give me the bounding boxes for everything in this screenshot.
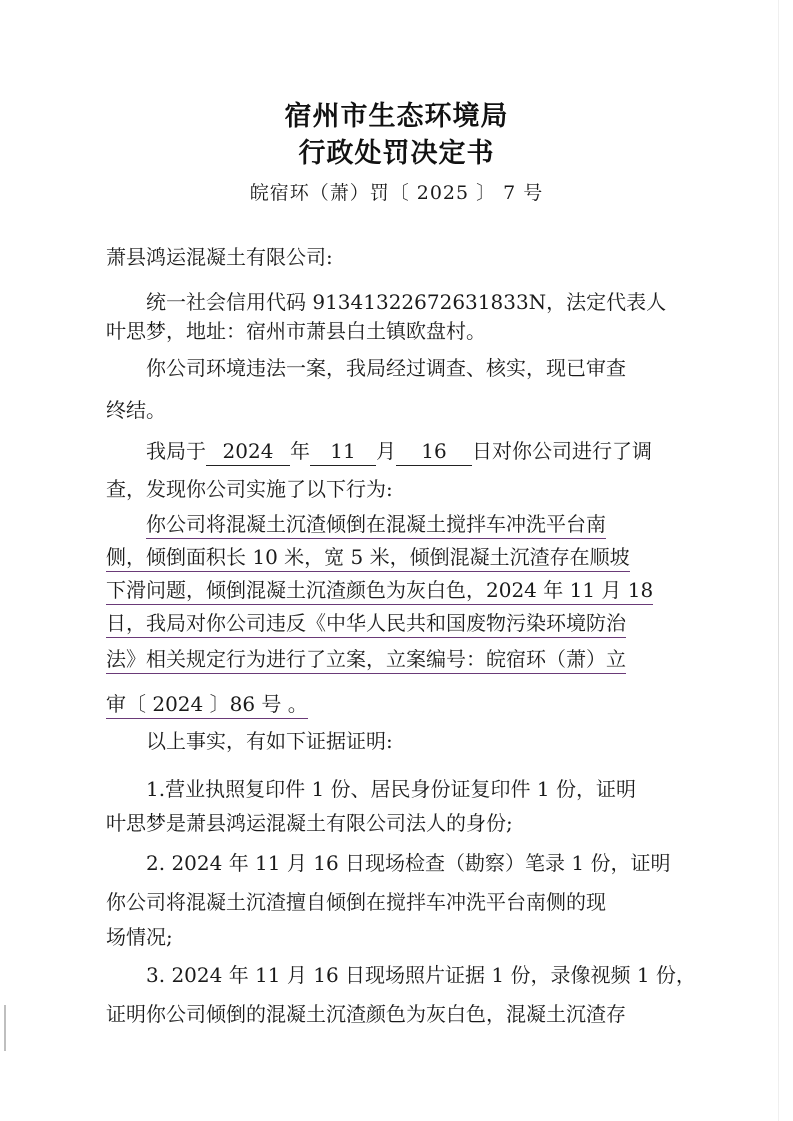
month-unit: 月: [376, 439, 396, 463]
evidence-item-line: 证明你公司倾倒的混凝土沉渣颜色为灰白色，混凝土沉渣存: [106, 1002, 626, 1026]
investigation-year: 2024: [206, 437, 290, 466]
investigation-prefix: 我局于: [146, 439, 206, 463]
case-summary-line: 终结。: [106, 398, 166, 422]
evidence-intro: 以上事实，有如下证据证明:: [146, 729, 393, 753]
evidence-item-line: 2. 2024 年 11 月 16 日现场检查（勘察）笔录 1 份，证明: [146, 851, 671, 875]
investigation-date-line: [146, 437, 652, 466]
violation-text-line: 侧，倾倒面积长 10 米，宽 5 米，倾倒混凝土沉渣存在顺坡: [106, 543, 630, 572]
evidence-item-line: 1.营业执照复印件 1 份、居民身份证复印件 1 份，证明: [146, 777, 636, 801]
recipient-name: 萧县鸿运混凝土有限公司:: [106, 245, 333, 269]
violation-text-line: 法》相关规定行为进行了立案，立案编号：皖宿环（萧）立: [106, 645, 626, 674]
evidence-item-line: 场情况;: [106, 925, 173, 949]
document-title-agency: 宿州市生态环境局: [284, 101, 509, 132]
document-number: 皖宿环（萧）罚〔 2025 〕 7 号: [249, 182, 544, 204]
investigation-day: 16: [396, 437, 472, 466]
investigation-line: 查，发现你公司实施了以下行为:: [106, 477, 393, 501]
violation-text-line: 下滑问题，倾倒混凝土沉渣颜色为灰白色，2024 年 11 月 18: [106, 576, 653, 605]
evidence-item-line: 你公司将混凝土沉渣擅自倾倒在搅拌车冲洗平台南侧的现: [106, 890, 606, 914]
document-title-type: 行政处罚决定书: [298, 138, 495, 169]
violation-text-line: 你公司将混凝土沉渣倾倒在混凝土搅拌车冲洗平台南: [146, 510, 606, 539]
year-unit: 年: [290, 439, 310, 463]
evidence-item-line: 3. 2024 年 11 月 16 日现场照片证据 1 份，录像视频 1 份，: [146, 963, 696, 987]
scan-edge-mark: [4, 1005, 6, 1051]
evidence-item-line: 叶思梦是萧县鸿运混凝土有限公司法人的身份;: [106, 811, 513, 835]
case-summary-line: 你公司环境违法一案，我局经过调查、核实，现已审查: [146, 356, 626, 380]
legal-rep-address-line: 叶思梦，地址：宿州市萧县白土镇欧盘村。: [106, 319, 486, 343]
investigation-month: 11: [310, 437, 376, 466]
violation-text-line: 日，我局对你公司违反《中华人民共和国废物污染环境防治: [106, 609, 626, 638]
violation-text-line: 审〔 2024 〕86 号 。: [106, 690, 308, 719]
investigation-suffix: 日对你公司进行了调: [472, 439, 652, 463]
credit-code-line: 统一社会信用代码 91341322672631833N，法定代表人: [146, 290, 667, 314]
